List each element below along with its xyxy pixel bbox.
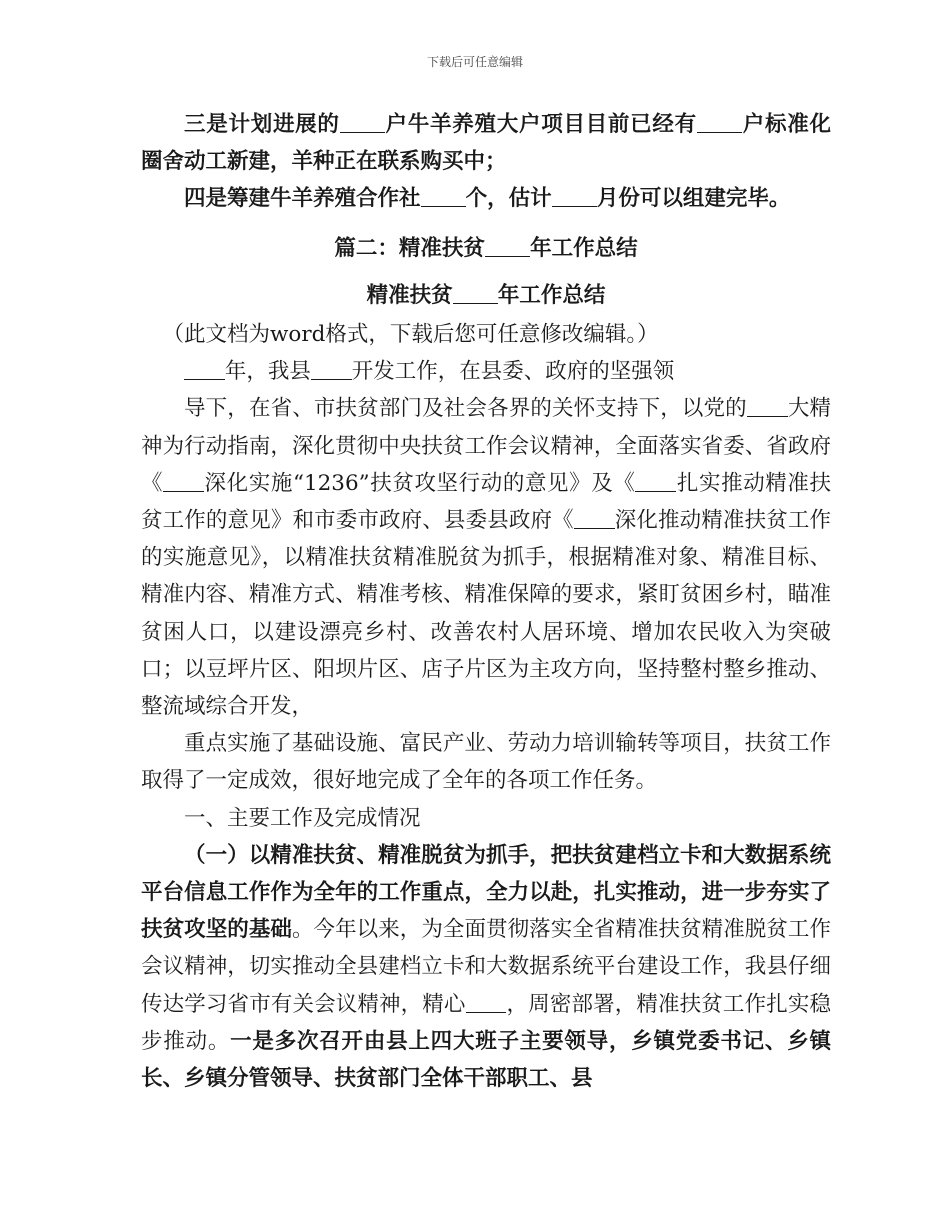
paragraph-intro <box>141 353 831 390</box>
document-title <box>141 277 831 314</box>
text-run: 篇二：精准扶贫 <box>334 235 485 261</box>
page-header: 下载后可任意编辑 <box>426 55 523 69</box>
document-body <box>141 106 831 1097</box>
blank-line <box>466 990 507 1013</box>
text-run: 大精神为行动指南，深化贯彻中央扶贫工作会议精神，全面落实省委、省政府《 <box>141 396 831 496</box>
text-run: 扎实推动精准扶贫工作的意见》和市委市政府、县委县政府《 <box>141 470 831 534</box>
blank-line <box>421 185 466 208</box>
text-run: 年工作总结 <box>497 282 606 308</box>
paragraph-leadership <box>141 390 831 725</box>
text-run: 精准扶贫 <box>366 282 453 308</box>
text-run: 月份可以组建完毕。 <box>596 186 791 212</box>
paragraph-cooperative <box>141 180 831 217</box>
text-run: 年，我县 <box>224 359 311 385</box>
text-run: 深化推动精准扶贫工作的实施意见》，以精准扶贫精准脱贫为抓手，根据精准对象、精准目标、精准内容、精准方式、精准考核、精准保障的要求，紧盯贫困乡村，瞄准贫困人口，以建设漂亮乡村、改善农村人居环境、增加农民收入为突破口；以豆坪片区、阳坝片区、店子片区为主攻方向，坚持整村整乡推动、整流域综合开发， <box>141 508 831 720</box>
paragraph-projects: 重点实施了基础设施、富民产业、劳动力培训输转等项目，扶贫工作取得了一定成效，很好地完成了全年的各项工作任务。 <box>141 731 831 794</box>
blank-line <box>340 111 385 134</box>
paragraph-plan-progress <box>141 106 831 180</box>
blank-line <box>184 358 225 381</box>
blank-line <box>747 395 788 418</box>
text-run: 。今年以来，为全面贯彻落实全省精准扶贫精准脱贫工作会议精神，切实推动全县建档立卡和大数据系统平台建设工作，我县仔细传达学习省市有关会议精神，精心 <box>141 917 831 1017</box>
blank-line <box>574 507 615 530</box>
text-run: 一是多次召开由县上四大班子主要领导，乡镇党委书记、乡镇长、乡镇分管领导、扶贫部门全体干部职工、县 <box>141 1028 831 1092</box>
text-run: ，周密部署，精准扶贫工作扎实稳步推动。 <box>141 991 831 1054</box>
blank-line <box>453 281 498 304</box>
paragraph-work-item-1 <box>141 837 831 1097</box>
text-run: 户牛羊养殖大户项目目前已经有 <box>384 112 697 137</box>
text-run: 三是计划进展的 <box>184 112 340 137</box>
text-run: 深化实施“1236”扶贫攻坚行动的意见》及《 <box>203 470 636 496</box>
blank-line <box>311 358 352 381</box>
text-run: （一）以精准扶贫、精准脱贫为抓手，把扶贫建档立卡和大数据系统平台信息工作作为全年的工作重点，全力以赴，扎实推动，进一步夯实了扶贫攻坚的基础 <box>141 842 831 943</box>
blank-line <box>552 185 597 208</box>
text-run: 导下，在省、市扶贫部门及社会各界的关怀支持下，以党的 <box>184 396 747 422</box>
section-heading: 一、主要工作及完成情况 <box>184 805 421 831</box>
blank-line <box>635 469 676 492</box>
chapter-title <box>141 230 831 267</box>
text-run: 开发工作，在县委、政府的坚强领 <box>351 359 675 385</box>
blank-line <box>163 469 204 492</box>
text-run: 个，估计 <box>465 186 552 212</box>
blank-line <box>697 111 742 134</box>
text-run: 户标准化圈舍动工新建，羊种正在联系购买中； <box>141 112 831 175</box>
blank-line <box>485 234 530 257</box>
format-note: （此文档为word格式，下载后您可任意修改编辑。） <box>162 322 659 348</box>
text-run: 年工作总结 <box>530 235 638 261</box>
text-run: 四是筹建牛羊养殖合作社 <box>184 186 421 212</box>
